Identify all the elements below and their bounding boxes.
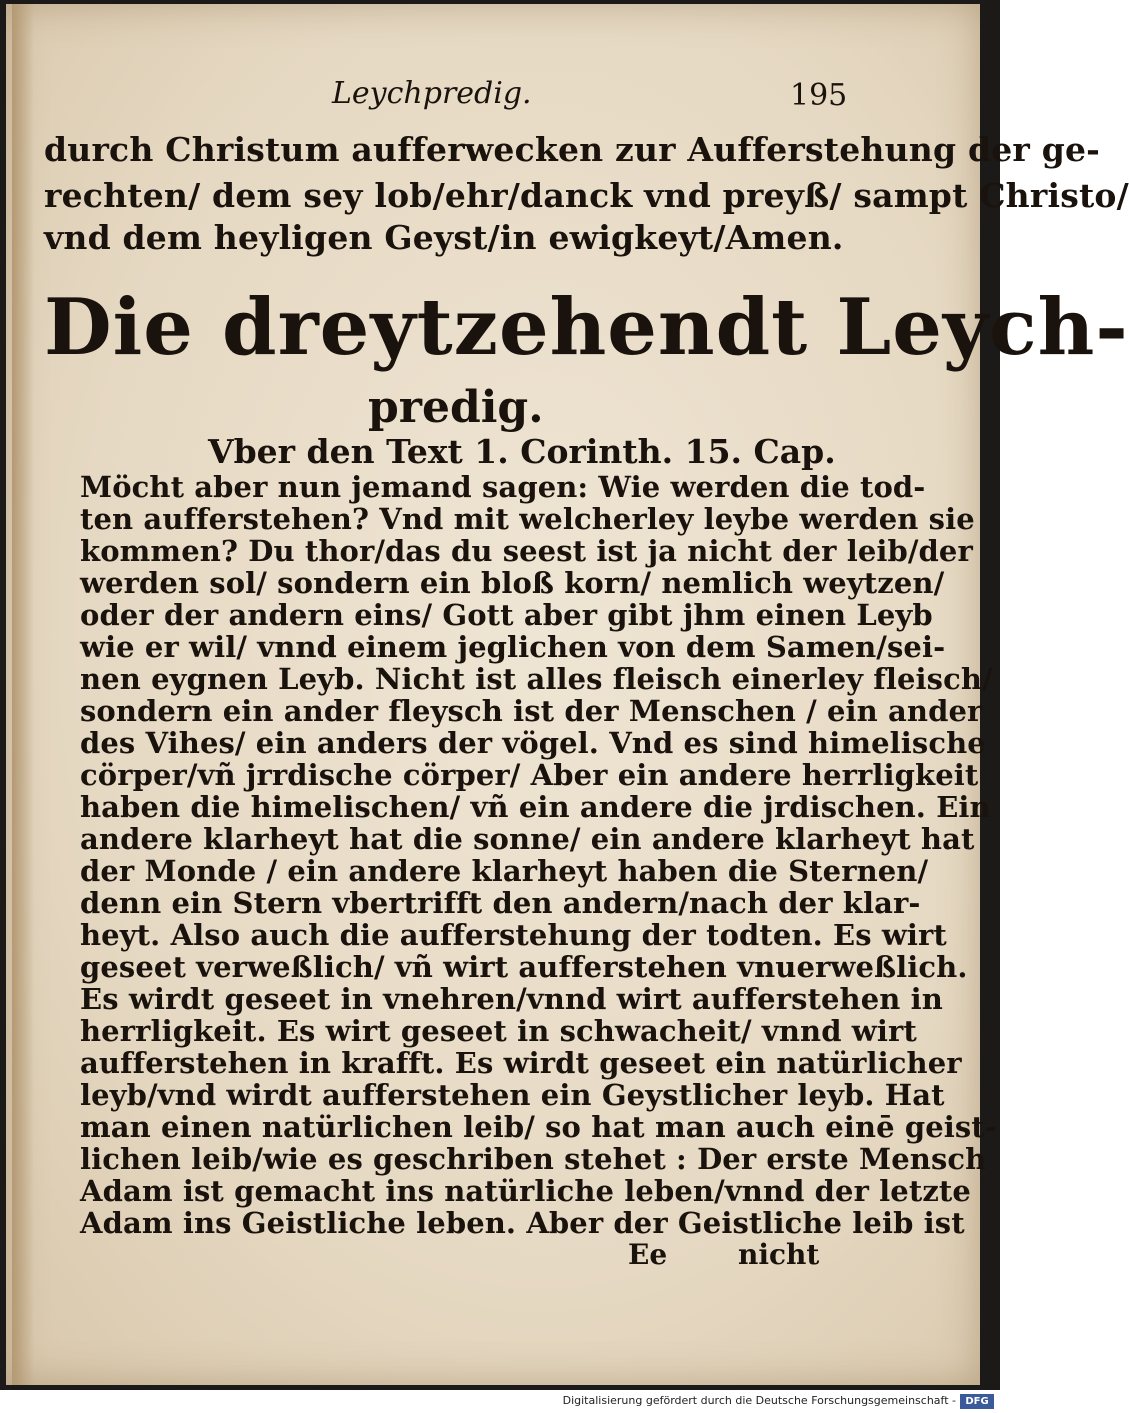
dfg-logo: DFG: [960, 1394, 994, 1409]
sermon-heading-continued: predig.: [368, 382, 544, 433]
body-line: oder der andern eins/ Gott aber gibt jhm einen Leyb: [80, 598, 933, 632]
body-line: cörper/vñ jrrdische cörper/ Aber ein andere herrligkeit: [80, 758, 979, 792]
body-line: sondern ein ander fleysch ist der Menschen / ein ander: [80, 694, 983, 728]
body-line: wie er wil/ vnnd einem jeglichen von dem Samen/sei-: [80, 630, 946, 664]
footer-bar: [0, 1392, 1000, 1413]
body-line: des Vihes/ ein anders der vögel. Vnd es sind himelische: [80, 726, 986, 760]
body-line: leyb/vnd wirdt aufferstehen ein Geystlicher leyb. Hat: [80, 1078, 945, 1112]
body-line: haben die himelischen/ vñ ein andere die jrdischen. Ein: [80, 790, 991, 824]
intro-line: durch Christum aufferwecken zur Aufferstehung der ge-: [44, 130, 1101, 169]
body-line: kommen? Du thor/das du seest ist ja nicht der leib/der: [80, 534, 973, 568]
body-line: Möcht aber nun jemand sagen: Wie werden die tod-: [80, 470, 926, 504]
catchword: nicht: [738, 1238, 820, 1271]
running-head: Leychpredig.: [332, 76, 532, 111]
body-line: Adam ist gemacht ins natürliche leben/vnnd der letzte: [80, 1174, 971, 1208]
body-line: werden sol/ sondern ein bloß korn/ nemlich weytzen/: [80, 566, 945, 600]
body-line: heyt. Also auch die aufferstehung der todten. Es wirt: [80, 918, 947, 952]
intro-line: vnd dem heyligen Geyst/in ewigkeyt/Amen.: [44, 218, 844, 257]
body-line: lichen leib/wie es geschriben stehet : Der erste Mensch: [80, 1142, 987, 1176]
body-line: andere klarheyt hat die sonne/ ein andere klarheyt hat: [80, 822, 975, 856]
body-line: Es wirdt geseet in vnehren/vnnd wirt aufferstehen in: [80, 982, 943, 1016]
body-line: geseet verweßlich/ vñ wirt aufferstehen vnuerweßlich.: [80, 950, 968, 984]
body-line: nen eygnen Leyb. Nicht ist alles fleisch einerley fleisch/: [80, 662, 993, 696]
page-number: 195: [790, 78, 848, 113]
sermon-subtitle: Vber den Text 1. Corinth. 15. Cap.: [208, 432, 836, 471]
body-line: herrligkeit. Es wirt geseet in schwacheit/ vnnd wirt: [80, 1014, 917, 1048]
funding-credit: Digitalisierung gefördert durch die Deutsche Forschungsgemeinschaft -: [562, 1394, 956, 1407]
body-line: denn ein Stern vbertrifft den andern/nach der klar-: [80, 886, 921, 920]
signature-mark: Ee: [628, 1238, 668, 1271]
body-line: aufferstehen in krafft. Es wirdt geseet ein natürlicher: [80, 1046, 962, 1080]
body-line: man einen natürlichen leib/ so hat man auch einē geist-: [80, 1110, 997, 1144]
intro-line: rechten/ dem sey lob/ehr/danck vnd preyß/ sampt Christo/: [44, 176, 1129, 215]
body-line: Adam ins Geistliche leben. Aber der Geistliche leib ist: [80, 1206, 965, 1240]
sermon-heading: Die dreytzehendt Leych-: [44, 282, 1129, 373]
body-line: ten aufferstehen? Vnd mit welcherley leybe werden sie: [80, 502, 975, 536]
gutter-shadow: [12, 4, 34, 1385]
body-line: der Monde / ein andere klarheyt haben die Sternen/: [80, 854, 929, 888]
